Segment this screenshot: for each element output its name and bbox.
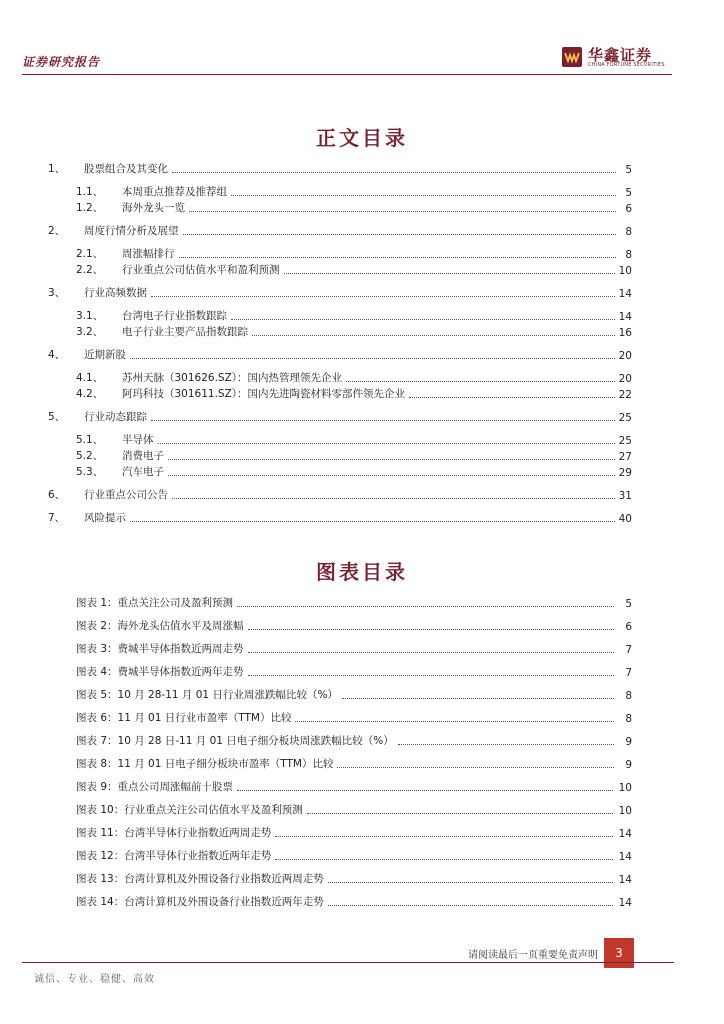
toc-item[interactable]: [76, 369, 632, 385]
figure-item[interactable]: [76, 686, 632, 702]
toc-item[interactable]: [76, 431, 632, 447]
toc-item-title: 风险提示: [84, 512, 126, 524]
figure-item[interactable]: [76, 870, 632, 886]
toc-item[interactable]: [48, 222, 632, 238]
toc-item-title: 股票组合及其变化: [84, 163, 168, 175]
toc-item-title: 周度行情分析及展望: [84, 225, 179, 237]
toc-item[interactable]: [48, 160, 632, 176]
toc-item-page: 27: [618, 451, 632, 463]
toc-item-number: 3.1、: [76, 310, 104, 322]
figure-item-page: 6: [625, 621, 632, 633]
dot-leader: [295, 721, 614, 722]
toc-item[interactable]: [48, 509, 632, 525]
dot-leader: [130, 521, 615, 522]
toc-item[interactable]: [48, 486, 632, 502]
figure-item[interactable]: [76, 778, 632, 794]
toc-item[interactable]: [48, 408, 632, 424]
logo-name: 华鑫证券: [588, 46, 653, 64]
toc-item-page: 20: [618, 350, 632, 362]
toc-item-number: 3、: [48, 287, 66, 299]
footer-divider: [22, 962, 674, 963]
dot-leader: [151, 296, 615, 297]
dot-leader: [231, 319, 615, 320]
toc-item[interactable]: [76, 183, 632, 199]
toc-item[interactable]: [76, 463, 632, 479]
figure-item-page: 9: [625, 736, 632, 748]
dot-leader: [231, 195, 616, 196]
toc-item-number: 2.2、: [76, 264, 104, 276]
dot-leader: [168, 459, 615, 460]
dot-leader: [337, 767, 614, 768]
toc-item[interactable]: [48, 346, 632, 362]
toc-item-number: 5.3、: [76, 466, 104, 478]
dot-leader: [409, 397, 615, 398]
dot-leader: [248, 675, 614, 676]
toc-item-page: 5: [625, 187, 632, 199]
dot-leader: [151, 420, 615, 421]
toc-item-page: 22: [618, 389, 632, 401]
figure-item-title: 图表 4：费城半导体指数近两年走势: [76, 666, 244, 678]
toc-item[interactable]: [76, 323, 632, 339]
figure-item[interactable]: [76, 755, 632, 771]
dot-leader: [158, 443, 615, 444]
toc-item-page: 6: [625, 203, 632, 215]
toc-item-title: 行业高频数据: [84, 287, 147, 299]
figure-item-title: 图表 12：台湾半导体行业指数近两年走势: [76, 850, 272, 862]
figure-item-page: 14: [618, 851, 632, 863]
page-number-badge: 3: [604, 938, 634, 968]
toc-item[interactable]: [48, 284, 632, 300]
figure-item-title: 图表 8：11 月 01 日电子细分板块市盈率（TTM）比较: [76, 758, 334, 770]
toc-item-page: 25: [618, 435, 632, 447]
toc-item-number: 3.2、: [76, 326, 104, 338]
figure-item-page: 14: [618, 828, 632, 840]
toc-item-number: 5.1、: [76, 434, 104, 446]
figure-item-page: 10: [618, 805, 632, 817]
figure-item[interactable]: [76, 663, 632, 679]
figure-item[interactable]: [76, 732, 632, 748]
toc-item[interactable]: [76, 307, 632, 323]
toc-item-page: 14: [618, 288, 632, 300]
toc-item-title: 近期新股: [84, 349, 126, 361]
dot-leader: [307, 813, 613, 814]
toc-item-number: 1、: [48, 163, 66, 175]
toc-item-number: 5、: [48, 411, 66, 423]
figure-item-title: 图表 2：海外龙头估值水平及周涨幅: [76, 620, 244, 632]
figure-item-page: 9: [625, 759, 632, 771]
toc-item-number: 5.2、: [76, 450, 104, 462]
toc-item-page: 10: [618, 265, 632, 277]
toc-item-page: 8: [625, 226, 632, 238]
dot-leader: [172, 498, 615, 499]
dot-leader: [248, 629, 614, 630]
dot-leader: [328, 882, 613, 883]
figure-item-page: 8: [625, 690, 632, 702]
toc-item-title: 阿玛科技（301611.SZ）：国内先进陶瓷材料零部件领先企业: [122, 388, 406, 400]
dot-leader: [130, 358, 615, 359]
figure-item[interactable]: [76, 709, 632, 725]
figure-item[interactable]: [76, 640, 632, 656]
toc-item-page: 31: [618, 490, 632, 502]
figure-item[interactable]: [76, 801, 632, 817]
toc-item-number: 2.1、: [76, 248, 104, 260]
figure-item-page: 7: [625, 644, 632, 656]
dot-leader: [252, 335, 615, 336]
toc-item-title: 苏州天脉（301626.SZ）：国内热管理领先企业: [122, 372, 343, 384]
disclaimer-note: 请阅读最后一页重要免责声明: [468, 950, 598, 961]
toc-item-number: 4、: [48, 349, 66, 361]
figures-heading: 图表目录: [316, 560, 408, 584]
toc-item-number: 1.2、: [76, 202, 104, 214]
toc-item-number: 1.1、: [76, 186, 104, 198]
toc-item-page: 16: [618, 327, 632, 339]
dot-leader: [237, 790, 613, 791]
toc-item-title: 台湾电子行业指数跟踪: [122, 310, 227, 322]
figure-item-page: 10: [618, 782, 632, 794]
dot-leader: [342, 698, 614, 699]
dot-leader: [168, 475, 615, 476]
toc-item[interactable]: [76, 261, 632, 277]
toc-item-number: 6、: [48, 489, 66, 501]
toc-item-number: 4.2、: [76, 388, 104, 400]
toc-item[interactable]: [76, 245, 632, 261]
figure-item-title: 图表 14：台湾计算机及外围设备行业指数近两年走势: [76, 896, 324, 908]
toc-item-page: 5: [625, 164, 632, 176]
dot-leader: [237, 606, 614, 607]
toc-item-title: 汽车电子: [122, 466, 164, 478]
figure-item-page: 5: [625, 598, 632, 610]
toc-item-page: 20: [618, 373, 632, 385]
figure-item[interactable]: [76, 617, 632, 633]
figure-item-page: 8: [625, 713, 632, 725]
figure-item-title: 图表 11：台湾半导体行业指数近两周走势: [76, 827, 272, 839]
logo-subtitle: CHINA FORTUNE SECURITIES: [588, 62, 665, 68]
toc-item[interactable]: [76, 447, 632, 463]
figure-item[interactable]: [76, 893, 632, 909]
figure-item[interactable]: [76, 594, 632, 610]
figure-item-page: 7: [625, 667, 632, 679]
toc-item-number: 2、: [48, 225, 66, 237]
dot-leader: [172, 172, 616, 173]
toc-item-title: 行业动态跟踪: [84, 411, 147, 423]
dot-leader: [346, 381, 615, 382]
figure-item-title: 图表 3：费城半导体指数近两周走势: [76, 643, 244, 655]
toc-item-title: 消费电子: [122, 450, 164, 462]
toc-item[interactable]: [76, 385, 632, 401]
dot-leader: [179, 257, 617, 258]
toc-item-title: 半导体: [122, 434, 154, 446]
company-logo: [562, 45, 672, 71]
figure-item-title: 图表 7：10 月 28 日-11 月 01 日电子细分板块周涨跌幅比较（%）: [76, 735, 394, 747]
toc-item-title: 周涨幅排行: [122, 248, 175, 260]
figure-item-title: 图表 9：重点公司周涨幅前十股票: [76, 781, 234, 793]
figure-item-title: 图表 5：10 月 28-11 月 01 日行业周涨跌幅比较（%）: [76, 689, 338, 701]
toc-item-page: 14: [618, 311, 632, 323]
figure-item[interactable]: [76, 824, 632, 840]
report-type-label: 证券研究报告: [22, 55, 101, 69]
company-motto: 诚信、专业、稳健、高效: [34, 974, 155, 985]
dot-leader: [275, 859, 612, 860]
toc-item-page: 25: [618, 412, 632, 424]
toc-item-page: 8: [625, 249, 632, 261]
toc-item-title: 本周重点推荐及推荐组: [122, 186, 227, 198]
figure-item-title: 图表 10：行业重点关注公司估值水平及盈利预测: [76, 804, 303, 816]
dot-leader: [248, 652, 614, 653]
toc-item-page: 40: [618, 513, 632, 525]
figure-item-title: 图表 1：重点关注公司及盈利预测: [76, 597, 234, 609]
logo-mark-icon: [562, 47, 582, 67]
toc-item-number: 7、: [48, 512, 66, 524]
toc-item-title: 行业重点公司公告: [84, 489, 168, 501]
toc-item-page: 29: [618, 467, 632, 479]
figure-item-page: 14: [618, 874, 632, 886]
figure-item-title: 图表 6：11 月 01 日行业市盈率（TTM）比较: [76, 712, 292, 724]
dot-leader: [284, 273, 615, 274]
dot-leader: [183, 234, 617, 235]
figure-item[interactable]: [76, 847, 632, 863]
dot-leader: [189, 211, 616, 212]
toc-item[interactable]: [76, 199, 632, 215]
figure-item-title: 图表 13：台湾计算机及外围设备行业指数近两周走势: [76, 873, 324, 885]
toc-heading: 正文目录: [316, 126, 408, 150]
toc-item-title: 海外龙头一览: [122, 202, 185, 214]
header-divider: [22, 74, 672, 75]
dot-leader: [398, 744, 614, 745]
toc-item-title: 行业重点公司估值水平和盈利预测: [122, 264, 280, 276]
toc-item-title: 电子行业主要产品指数跟踪: [122, 326, 248, 338]
dot-leader: [328, 905, 613, 906]
dot-leader: [275, 836, 612, 837]
toc-item-number: 4.1、: [76, 372, 104, 384]
figure-item-page: 14: [618, 897, 632, 909]
